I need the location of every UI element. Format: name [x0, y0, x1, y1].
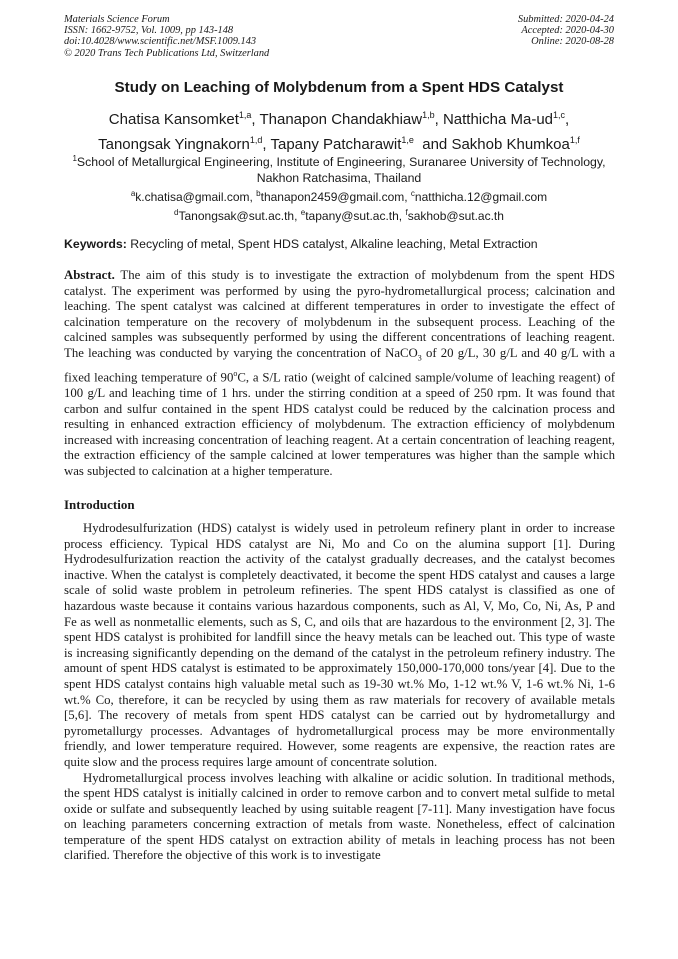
- author: Tapany Patcharawit$^{1,e}$ and: [270, 135, 452, 153]
- keywords: [64, 237, 624, 251]
- author-emails: $^a$k.chatisa@gmail.com, $^b$thanapon2459@gmail.com, $^c$natthicha.12@gmail.com $^d$Tanongsak@sut.ac.th, $^e$tapany@sut.ac.th, $^f$sakhob@sut.ac.th: [130, 189, 548, 223]
- author: Sakhob Khumkoa$^{1,f}$: [451, 135, 580, 153]
- email-link[interactable]: $^f$sakhob@sut.ac.th: [405, 208, 504, 223]
- journal-doi[interactable]: doi:10.4028/www.scientific.net/MSF.1009.143: [64, 36, 257, 48]
- email-link[interactable]: $^e$tapany@sut.ac.th: [300, 208, 399, 223]
- affiliation: $^1$School of Metallurgical Engineering, Institute of Engineering, Suranaree University of Technology, Nakhon Ratchasima, Thailand: [72, 154, 606, 186]
- email-link[interactable]: $^a$k.chatisa@gmail.com: [130, 189, 250, 204]
- email-link[interactable]: $^b$thanapon2459@gmail.com: [256, 189, 405, 204]
- journal-name: Materials Science Forum: [64, 14, 170, 25]
- author: Thanapon Chandakhiaw$^{1,b}$,: [259, 110, 443, 128]
- author: Natthicha Ma-ud$^{1,c}$,: [442, 110, 570, 128]
- author: Tanongsak Yingnakorn$^{1,d}$,: [98, 135, 271, 153]
- abstract-label: Abstract.: [64, 268, 115, 282]
- author: Chatisa Kansomket$^{1,a}$,: [108, 110, 260, 128]
- submitted-date: Submitted: 2020-04-24: [517, 14, 614, 25]
- author-list: [40, 105, 638, 155]
- introduction-body: [64, 521, 615, 864]
- paragraph: Hydrometallurgical process involves leaching with alkaline or acidic solution. In traditional methods, the spent HDS catalyst is initially calcined in order to remove carbon and to convert metal sulfide to metal oxide or sulfate and subsequently leached by using suitable reagent [7-11]. Many investigation have focus on leaching parameters concerning extraction of metals from waste. Nonetheless, effect of calcination temperature of the spent HDS catalyst on extraction ability of metals in leaching process has not been clarified. Therefore the objective of this work is to investigate: [64, 770, 615, 863]
- email-link[interactable]: $^c$natthicha.12@gmail.com: [410, 189, 548, 204]
- paper-title: Study on Leaching of Molybdenum from a Spent HDS Catalyst: [114, 79, 564, 96]
- journal-header: [64, 14, 269, 59]
- abstract: Abstract. The aim of this study is to investigate the extraction of molybdenum from the spent HDS catalyst. The experiment was performed by using the pyro-hydrometallurgical process; calcination and leaching. The spent catalyst was calcined at different temperatures in order to investigate the effect of calcination temperature on the recovery of molybdenum in the subsequent process. Leaching of the calcined samples was subsequently performed by using the different concentrations of leaching reagent. The leaching was conducted by varying the concentration of NaCO$_3$ of 20 g/L, 30 g/L and 40 g/L with a fixed leaching temperature of 90$^o$C, a S/L ratio (weight of calcined sample/volume of leaching reagent) of 100 g/L and leaching time of 1 hrs. under the stirring condition at a speed of 250 rpm. It was found that carbon and sulfur contained in the spent HDS catalyst could be reduced by the calcination process and resulting in enhanced extraction efficiency of molybdenum. The extraction efficiency of molybdenum increased with increasing concentration of leaching reagent. At a certain concentration of leaching reagent, the extraction efficiency of the sample calcined at lower temperatures was higher than the sample which was subjected to calcination at a higher temperature.: [64, 268, 615, 478]
- paragraph: Hydrodesulfurization (HDS) catalyst is widely used in petroleum refinery plant in order to increase process efficiency. Typical HDS catalyst are Ni, Mo and Co on the alumina support [1]. During Hydrodesulfurization reaction the activity of the catalyst gradually decreases, and the catalyst becomes inactive. When the catalyst is completely deactivated, it become the spent HDS catalyst and causes a large scale of solid waste problem in petroleum refineries. The spent HDS catalyst is classified as one of hazardous waste because it contains various hazardous components, such as Al, V, Mo, Co, Ni, As, P and Fe as well as nonmetallic elements, such as S, C, and oils that are hazardous to the environment [2, 3]. The spent HDS catalyst is prohibited for landfill since the heavy metals can be leached out. This type of waste is increasing significantly depending on the demand of the catalyst in the petroleum refinery industry. The amount of spent HDS catalyst is estimated to be approximately 150,000-170,000 tons/year [4]. Due to the spent HDS catalyst contains high valuable metal such as 19-30 wt.% Mo, 1-12 wt.% V, 1-6 wt.% Ni, 1-6 wt.% Co, therefore, it can be recycled by using them as raw materials for recovery of available metals [5,6]. The recovery of metals from spent HDS catalyst can be carried out by hydrometallurgy and pyrometallurgy processes. Advantages of hydrometallurgical process may be more environmentally friendly, and lower temperature required. However, some reagents are expensive, the reaction rates are quite slow and the process requires large amount of concentrate solution.: [64, 521, 615, 769]
- dates-header: [518, 14, 614, 48]
- online-date: Online: 2020-08-28: [531, 36, 614, 48]
- journal-issn: ISSN: 1662-9752, Vol. 1009, pp 143-148: [64, 25, 234, 37]
- email-link[interactable]: $^d$Tanongsak@sut.ac.th: [174, 208, 295, 223]
- copyright: © 2020 Trans Tech Publications Ltd, Switzerland: [64, 47, 270, 59]
- keywords-label: Keywords:: [64, 237, 127, 251]
- section-heading-introduction: Introduction: [64, 497, 135, 512]
- keywords-text: Recycling of metal, Spent HDS catalyst, Alkaline leaching, Metal Extraction: [126, 237, 538, 251]
- accepted-date: Accepted: 2020-04-30: [521, 25, 614, 37]
